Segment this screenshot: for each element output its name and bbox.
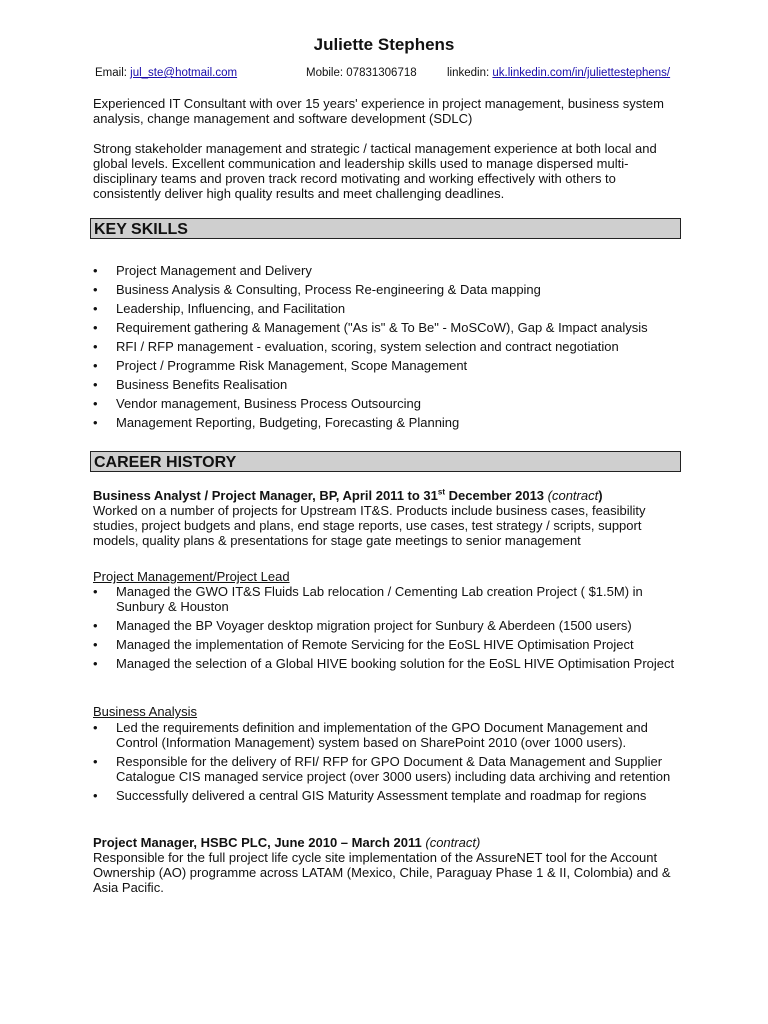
list-item: • RFI / RFP management - evaluation, scoring, system selection and contract negotiation: [93, 337, 683, 356]
career-history-heading: CAREER HISTORY: [90, 451, 681, 472]
project-management-list: [93, 584, 683, 671]
list-item: • Business Benefits Realisation: [93, 375, 683, 394]
summary-paragraph-2: Strong stakeholder management and strategic / tactical management experience at both local and global levels. Excellent communication and leadership skills used to manage dispersed multi-disciplinary teams and proven track record motivating and working effectively with others to consistently deliver high quality results and meet challenging deadlines.: [93, 141, 657, 201]
list-item: • Managed the GWO IT&S Fluids Lab relocation / Cementing Lab creation Project ( $1.5M) in Sunbury & Houston: [93, 584, 683, 614]
email-link[interactable]: jul_ste@hotmail.com: [130, 67, 238, 79]
key-skills-list: [93, 261, 683, 432]
list-item: • Managed the implementation of Remote Servicing for the EoSL HIVE Optimisation Project: [93, 637, 683, 652]
linkedin-link[interactable]: uk.linkedin.com/in/juliettestephens/: [492, 67, 671, 79]
list-item: • Management Reporting, Budgeting, Forecasting & Planning: [93, 413, 683, 432]
list-item: • Responsible for the delivery of RFI/ RFP for GPO Document & Data Management and Supplier Catalogue CIS managed service project (over 3000 users) including data archiving and retention: [93, 754, 683, 784]
pm-subheading: Project Management/Project Lead: [93, 569, 290, 584]
list-item: • Led the requirements definition and implementation of the GPO Document Management and Control (Information Management) system based on SharePoint 2010 (over 1000 users).: [93, 720, 683, 750]
list-item: • Leadership, Influencing, and Facilitation: [93, 299, 683, 318]
linkedin-contact: linkedin: uk.linkedin.com/in/juliettestephens/: [447, 67, 671, 79]
list-item: • Managed the BP Voyager desktop migration project for Sunbury & Aberdeen (1500 users): [93, 618, 683, 633]
list-item: • Project Management and Delivery: [93, 261, 683, 280]
email-contact: Email: jul_ste@hotmail.com: [95, 67, 238, 79]
job2-description: Responsible for the full project life cycle site implementation of the AssureNET tool for the Account Ownership (AO) programme across LATAM (Mexico, Chile, Paraguay Phase 1 & II, Colombia) and & Asia Pacific.: [93, 850, 671, 895]
list-item: • Vendor management, Business Process Outsourcing: [93, 394, 683, 413]
ba-subheading: Business Analysis: [93, 704, 198, 719]
contact-line: [95, 67, 708, 83]
job2-title: Project Manager, HSBC PLC, June 2010 – March 2011 (contract): [93, 835, 481, 850]
summary-paragraph-1: Experienced IT Consultant with over 15 years' experience in project management, business system analysis, change management and software development (SDLC): [93, 96, 664, 126]
job1-title: Business Analyst / Project Manager, BP, April 2011 to 31st December 2013 (contract): [93, 487, 603, 503]
list-item: • Managed the selection of a Global HIVE booking solution for the EoSL HIVE Optimisation Project: [93, 656, 683, 671]
list-item: • Project / Programme Risk Management, Scope Management: [93, 356, 683, 375]
mobile-contact: Mobile: 07831306718: [306, 67, 417, 79]
list-item: • Successfully delivered a central GIS Maturity Assessment template and roadmap for regions: [93, 788, 683, 803]
list-item: • Business Analysis & Consulting, Process Re-engineering & Data mapping: [93, 280, 683, 299]
business-analysis-list: [93, 720, 683, 803]
list-item: • Requirement gathering & Management ("As is" & To Be" - MoSCoW), Gap & Impact analysis: [93, 318, 683, 337]
key-skills-heading: KEY SKILLS: [90, 218, 681, 239]
mobile-number: 07831306718: [346, 67, 417, 79]
candidate-name: Juliette Stephens: [313, 35, 455, 54]
job1-description: Worked on a number of projects for Upstream IT&S. Products include business cases, feasibility studies, project budgets and plans, end stage reports, use cases, test strategy / scripts, support models, quality plans & presentations for stage gate meetings to senior management: [93, 503, 646, 548]
